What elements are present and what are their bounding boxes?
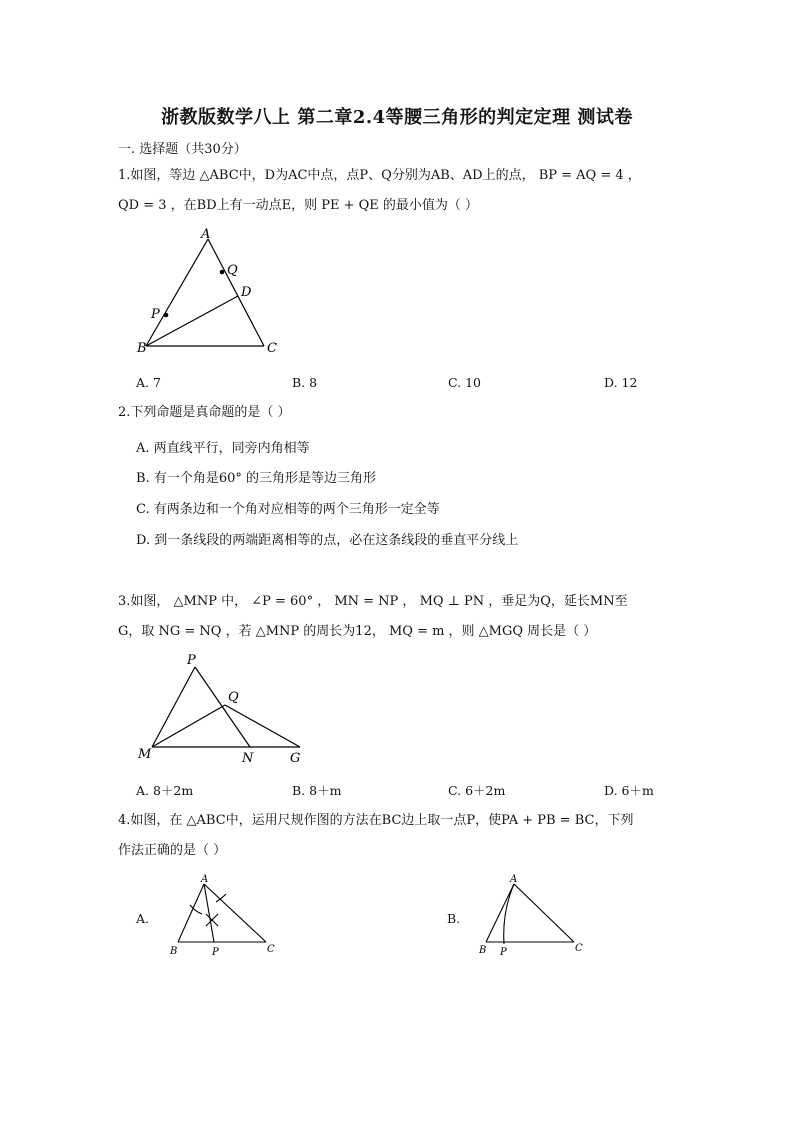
q1-option-d[interactable]: D. 12 (604, 375, 638, 390)
q4a-label-c: C (267, 944, 275, 955)
q1-stem-line1: 1.如图，等边 △ABC中，D为AC中点，点P、Q分别为AB、AD上的点， BP = AQ = 4 ， (118, 168, 641, 183)
q4-stem-line2: 作法正确的是（ ） (118, 843, 227, 858)
q4b-label-c: C (575, 943, 583, 954)
q1-stem-line2: QD = 3 ，在BD上有一动点E，则 PE + QE 的最小值为（ ） (118, 198, 479, 213)
q4a-label-b: B (170, 946, 178, 957)
q1-label-q: Q (227, 263, 238, 278)
q1-side-ab (146, 239, 208, 346)
q4-figure-b (474, 872, 594, 962)
q4a-side-ac (204, 884, 266, 942)
q4-figure-a-tag[interactable]: A. (136, 911, 150, 926)
q4-figure-a (166, 872, 286, 962)
q1-side-ac (208, 239, 264, 346)
q2-choice-a[interactable]: A. 两直线平行，同旁内角相等 (136, 441, 310, 456)
q4b-label-b: B (479, 945, 487, 956)
q4b-label-a: A (510, 874, 518, 885)
q3-stem-line1: 3.如图， △MNP 中， ∠P = 60° ， MN = NP ， MQ ⊥ PN ，垂足为Q，延长MN至 (118, 594, 628, 609)
section-heading: 一. 选择题（共30分） (118, 142, 247, 157)
q3-option-b[interactable]: B. 8＋m (292, 783, 342, 798)
q2-choice-b[interactable]: B. 有一个角是60° 的三角形是等边三角形 (136, 471, 376, 486)
page-title: 浙教版数学八上 第二章2.4等腰三角形的判定定理 测试卷 (161, 107, 633, 128)
q4a-label-a: A (201, 874, 209, 885)
q3-label-g: G (290, 751, 301, 766)
q2-choice-c[interactable]: C. 有两条边和一个角对应相等的两个三角形一定全等 (136, 502, 440, 517)
q1-point-p (164, 313, 169, 318)
q1-option-a[interactable]: A. 7 (136, 375, 161, 390)
q3-label-p: P (187, 653, 196, 668)
q2-choice-d[interactable]: D. 到一条线段的两端距离相等的点，必在这条线段的垂直平分线上 (136, 533, 519, 548)
q1-point-q (220, 270, 225, 275)
q3-label-m: M (138, 747, 152, 762)
q3-label-q: Q (228, 690, 239, 705)
q4-stem-line1: 4.如图，在 △ABC中，运用尺规作图的方法在BC边上取一点P，使PA + PB = BC，下列 (118, 813, 634, 828)
q3-option-d[interactable]: D. 6＋m (604, 783, 654, 798)
q2-stem: 2.下列命题是真命题的是（ ） (118, 405, 291, 420)
q3-label-n: N (242, 751, 254, 766)
q4b-side-ab (486, 884, 514, 942)
q4a-arc-mark-2 (216, 894, 226, 902)
q3-stem-line2: G，取 NG = NQ ，若 △MNP 的周长为12， MQ = m ，则 △MGQ 周长是（ ） (118, 624, 597, 639)
q3-option-c[interactable]: C. 6＋2m (448, 783, 506, 798)
q3-option-a[interactable]: A. 8＋2m (136, 783, 194, 798)
q1-label-b: B (137, 341, 147, 356)
q4-figure-b-tag[interactable]: B. (447, 911, 461, 926)
q4a-arc-mark-1 (190, 905, 202, 914)
q4b-side-ac (514, 884, 574, 942)
q1-figure (130, 225, 290, 360)
q1-label-c: C (267, 341, 277, 356)
q4b-arc (504, 884, 514, 944)
q1-label-p: P (151, 307, 160, 322)
q1-option-b[interactable]: B. 8 (292, 375, 318, 390)
q1-option-c[interactable]: C. 10 (448, 375, 481, 390)
q4b-label-p: P (500, 947, 507, 958)
q1-label-a: A (201, 227, 211, 242)
q1-label-d: D (241, 285, 252, 300)
q4a-label-p: P (212, 947, 219, 958)
q3-figure (132, 650, 317, 770)
